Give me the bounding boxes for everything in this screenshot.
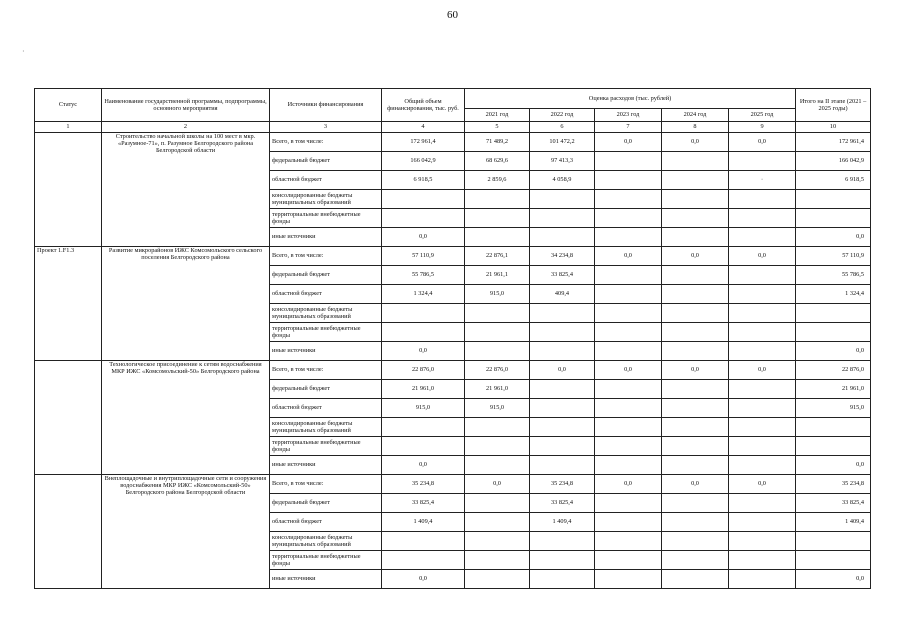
year-2023-cell	[595, 532, 662, 551]
total-cell: 0,0	[382, 456, 465, 475]
year-2025-cell	[729, 228, 796, 247]
funding-source-cell: областной бюджет	[270, 513, 382, 532]
year-2022-cell: 35 234,8	[530, 475, 595, 494]
funding-source-cell: федеральный бюджет	[270, 494, 382, 513]
header-estimate: Оценка расходов (тыс. рублей)	[465, 89, 796, 109]
funding-source-cell: федеральный бюджет	[270, 266, 382, 285]
year-2021-cell	[465, 323, 530, 342]
year-2023-cell: 0,0	[595, 361, 662, 380]
funding-source-cell: Всего, в том числе:	[270, 133, 382, 152]
stage-total-cell	[796, 323, 871, 342]
header-year-2023: 2023 год	[595, 109, 662, 122]
year-2025-cell	[729, 532, 796, 551]
year-2025-cell: 0,0	[729, 361, 796, 380]
funding-source-cell: иные источники	[270, 342, 382, 361]
year-2021-cell: 22 876,0	[465, 361, 530, 380]
stage-total-cell: 0,0	[796, 228, 871, 247]
year-2024-cell	[662, 323, 729, 342]
year-2021-cell	[465, 456, 530, 475]
column-number: 3	[270, 122, 382, 133]
year-2022-cell	[530, 399, 595, 418]
year-2021-cell	[465, 342, 530, 361]
column-number: 10	[796, 122, 871, 133]
year-2025-cell	[729, 570, 796, 589]
year-2021-cell: 71 489,2	[465, 133, 530, 152]
year-2023-cell	[595, 228, 662, 247]
column-number: 4	[382, 122, 465, 133]
funding-source-cell: иные источники	[270, 228, 382, 247]
year-2022-cell	[530, 228, 595, 247]
column-number: 1	[35, 122, 102, 133]
status-cell	[35, 133, 102, 247]
year-2025-cell	[729, 456, 796, 475]
header-sources: Источники финансирования	[270, 89, 382, 122]
stage-total-cell: 22 876,0	[796, 361, 871, 380]
year-2025-cell	[729, 342, 796, 361]
year-2021-cell	[465, 513, 530, 532]
year-2025-cell: 0,0	[729, 475, 796, 494]
funding-source-cell: территориальные внебюджетные фонды	[270, 323, 382, 342]
total-cell	[382, 323, 465, 342]
year-2025-cell	[729, 190, 796, 209]
table-row	[35, 361, 871, 380]
total-cell	[382, 190, 465, 209]
year-2021-cell: 22 876,1	[465, 247, 530, 266]
year-2022-cell	[530, 437, 595, 456]
total-cell: 172 961,4	[382, 133, 465, 152]
year-2021-cell	[465, 228, 530, 247]
year-2022-cell	[530, 532, 595, 551]
funding-source-cell: областной бюджет	[270, 171, 382, 190]
stage-total-cell: 1 324,4	[796, 285, 871, 304]
year-2023-cell	[595, 437, 662, 456]
stage-total-cell: 0,0	[796, 456, 871, 475]
year-2021-cell: 21 961,1	[465, 266, 530, 285]
year-2021-cell	[465, 418, 530, 437]
page-number: 60	[447, 9, 458, 21]
header-total: Общий объем финансирования, тыс. руб.	[382, 89, 465, 122]
year-2024-cell	[662, 399, 729, 418]
year-2022-cell	[530, 304, 595, 323]
stage-total-cell: 172 961,4	[796, 133, 871, 152]
year-2021-cell: 915,0	[465, 285, 530, 304]
year-2025-cell	[729, 551, 796, 570]
year-2025-cell	[729, 209, 796, 228]
year-2023-cell	[595, 323, 662, 342]
stage-total-cell	[796, 304, 871, 323]
year-2022-cell: 0,0	[530, 361, 595, 380]
year-2024-cell	[662, 456, 729, 475]
header-name: Наименование государственной программы, подпрограммы, основного мероприятия	[102, 89, 270, 122]
header-status: Статус	[35, 89, 102, 122]
year-2021-cell	[465, 551, 530, 570]
funding-source-cell: консолидированные бюджеты муниципальных образований	[270, 304, 382, 323]
year-2022-cell: 1 409,4	[530, 513, 595, 532]
funding-source-cell: федеральный бюджет	[270, 152, 382, 171]
year-2022-cell: 33 825,4	[530, 494, 595, 513]
header-year-2024: 2024 год	[662, 109, 729, 122]
year-2021-cell: 2 859,6	[465, 171, 530, 190]
stage-total-cell: 57 110,9	[796, 247, 871, 266]
year-2023-cell	[595, 304, 662, 323]
stage-total-cell: 166 042,9	[796, 152, 871, 171]
funding-source-cell: Всего, в том числе:	[270, 361, 382, 380]
total-cell: 915,0	[382, 399, 465, 418]
total-cell: 0,0	[382, 342, 465, 361]
year-2023-cell	[595, 209, 662, 228]
year-2024-cell: 0,0	[662, 247, 729, 266]
total-cell: 57 110,9	[382, 247, 465, 266]
year-2023-cell	[595, 190, 662, 209]
year-2021-cell	[465, 304, 530, 323]
year-2024-cell	[662, 418, 729, 437]
funding-source-cell: территориальные внебюджетные фонды	[270, 437, 382, 456]
stage-total-cell	[796, 190, 871, 209]
column-number: 9	[729, 122, 796, 133]
year-2025-cell	[729, 380, 796, 399]
funding-source-cell: Всего, в том числе:	[270, 475, 382, 494]
year-2024-cell	[662, 209, 729, 228]
column-number: 7	[595, 122, 662, 133]
year-2022-cell	[530, 380, 595, 399]
column-number: 6	[530, 122, 595, 133]
year-2023-cell	[595, 380, 662, 399]
total-cell	[382, 532, 465, 551]
total-cell: 166 042,9	[382, 152, 465, 171]
year-2021-cell	[465, 532, 530, 551]
funding-source-cell: территориальные внебюджетные фонды	[270, 551, 382, 570]
year-2024-cell	[662, 437, 729, 456]
year-2022-cell: 34 234,8	[530, 247, 595, 266]
year-2025-cell	[729, 323, 796, 342]
year-2022-cell: 33 825,4	[530, 266, 595, 285]
year-2022-cell: 101 472,2	[530, 133, 595, 152]
total-cell: 35 234,8	[382, 475, 465, 494]
stage-total-cell: 0,0	[796, 342, 871, 361]
year-2025-cell: 0,0	[729, 133, 796, 152]
year-2023-cell	[595, 399, 662, 418]
header-year-2021: 2021 год	[465, 109, 530, 122]
stage-total-cell: 1 409,4	[796, 513, 871, 532]
stage-total-cell: 35 234,8	[796, 475, 871, 494]
year-2024-cell	[662, 152, 729, 171]
total-cell	[382, 551, 465, 570]
year-2023-cell: 0,0	[595, 475, 662, 494]
stage-total-cell: 915,0	[796, 399, 871, 418]
year-2023-cell	[595, 266, 662, 285]
total-cell	[382, 209, 465, 228]
total-cell: 1 324,4	[382, 285, 465, 304]
year-2021-cell	[465, 437, 530, 456]
funding-source-cell: областной бюджет	[270, 399, 382, 418]
funding-source-cell: Всего, в том числе:	[270, 247, 382, 266]
year-2024-cell	[662, 228, 729, 247]
funding-source-cell: консолидированные бюджеты муниципальных образований	[270, 418, 382, 437]
year-2024-cell: 0,0	[662, 361, 729, 380]
year-2024-cell	[662, 171, 729, 190]
total-cell: 22 876,0	[382, 361, 465, 380]
status-cell	[35, 475, 102, 589]
stage-total-cell: 21 961,0	[796, 380, 871, 399]
program-name-cell: Технологическое присоединение к сетям водоснабжения МКР ИЖС «Комсомольский-50» Белгородского района	[102, 361, 270, 475]
table-row	[35, 475, 871, 494]
program-name-cell: Развитие микрорайонов ИЖС Комсомольского сельского поселения Белгородского района	[102, 247, 270, 361]
total-cell	[382, 304, 465, 323]
year-2022-cell: 97 413,3	[530, 152, 595, 171]
year-2024-cell: 0,0	[662, 475, 729, 494]
year-2022-cell: 409,4	[530, 285, 595, 304]
year-2023-cell	[595, 418, 662, 437]
year-2023-cell	[595, 285, 662, 304]
total-cell: 55 786,5	[382, 266, 465, 285]
year-2024-cell: 0,0	[662, 133, 729, 152]
funding-source-cell: иные источники	[270, 570, 382, 589]
year-2023-cell	[595, 456, 662, 475]
year-2022-cell	[530, 190, 595, 209]
header-year-2022: 2022 год	[530, 109, 595, 122]
year-2023-cell	[595, 551, 662, 570]
table-row	[35, 247, 871, 266]
stage-total-cell	[796, 418, 871, 437]
stage-total-cell	[796, 551, 871, 570]
year-2025-cell	[729, 513, 796, 532]
table-body	[35, 133, 871, 589]
year-2025-cell: ·	[729, 171, 796, 190]
year-2025-cell	[729, 418, 796, 437]
year-2022-cell	[530, 456, 595, 475]
year-2022-cell	[530, 570, 595, 589]
total-cell: 0,0	[382, 228, 465, 247]
year-2024-cell	[662, 285, 729, 304]
stage-total-cell: 0,0	[796, 570, 871, 589]
stage-total-cell: 6 918,5	[796, 171, 871, 190]
funding-source-cell: федеральный бюджет	[270, 380, 382, 399]
year-2023-cell	[595, 171, 662, 190]
year-2021-cell	[465, 190, 530, 209]
stage-total-cell	[796, 532, 871, 551]
year-2025-cell	[729, 266, 796, 285]
column-number-row	[35, 122, 871, 133]
status-cell	[35, 361, 102, 475]
budget-table	[34, 88, 871, 589]
year-2023-cell: 0,0	[595, 133, 662, 152]
year-2024-cell	[662, 304, 729, 323]
year-2021-cell: 21 961,0	[465, 380, 530, 399]
year-2022-cell	[530, 551, 595, 570]
year-2024-cell	[662, 551, 729, 570]
funding-source-cell: иные источники	[270, 456, 382, 475]
year-2024-cell	[662, 570, 729, 589]
stage-total-cell: 55 786,5	[796, 266, 871, 285]
column-number: 5	[465, 122, 530, 133]
year-2024-cell	[662, 513, 729, 532]
total-cell: 6 918,5	[382, 171, 465, 190]
status-cell: Проект 1.F1.3	[35, 247, 102, 361]
year-2021-cell	[465, 494, 530, 513]
total-cell: 1 409,4	[382, 513, 465, 532]
year-2023-cell	[595, 513, 662, 532]
funding-source-cell: областной бюджет	[270, 285, 382, 304]
year-2022-cell	[530, 209, 595, 228]
year-2023-cell	[595, 570, 662, 589]
column-number: 8	[662, 122, 729, 133]
year-2024-cell	[662, 266, 729, 285]
year-2025-cell	[729, 285, 796, 304]
year-2022-cell	[530, 342, 595, 361]
header-year-2025: 2025 год	[729, 109, 796, 122]
year-2024-cell	[662, 190, 729, 209]
year-2025-cell: 0,0	[729, 247, 796, 266]
year-2025-cell	[729, 152, 796, 171]
header-stage-total: Итого на II этапе (2021 – 2025 годы)	[796, 89, 871, 122]
total-cell: 0,0	[382, 570, 465, 589]
table-row	[35, 133, 871, 152]
year-2021-cell	[465, 570, 530, 589]
year-2022-cell	[530, 323, 595, 342]
stage-total-cell	[796, 437, 871, 456]
year-2021-cell: 68 629,6	[465, 152, 530, 171]
year-2023-cell	[595, 494, 662, 513]
year-2024-cell	[662, 494, 729, 513]
funding-source-cell: консолидированные бюджеты муниципальных образований	[270, 532, 382, 551]
year-2025-cell	[729, 399, 796, 418]
margin-mark: ·	[22, 47, 25, 56]
year-2022-cell: 4 058,9	[530, 171, 595, 190]
year-2024-cell	[662, 380, 729, 399]
year-2023-cell	[595, 342, 662, 361]
year-2025-cell	[729, 494, 796, 513]
funding-source-cell: консолидированные бюджеты муниципальных образований	[270, 190, 382, 209]
year-2021-cell: 0,0	[465, 475, 530, 494]
year-2023-cell	[595, 152, 662, 171]
year-2024-cell	[662, 342, 729, 361]
funding-source-cell: территориальные внебюджетные фонды	[270, 209, 382, 228]
year-2022-cell	[530, 418, 595, 437]
program-name-cell: Внеплощадочные и внутриплощадочные сети и сооружения водоснабжения МКР ИЖС «Комсомольский-50» Белгородского района Белгородской области	[102, 475, 270, 589]
stage-total-cell	[796, 209, 871, 228]
year-2025-cell	[729, 437, 796, 456]
total-cell	[382, 437, 465, 456]
total-cell: 21 961,0	[382, 380, 465, 399]
column-number: 2	[102, 122, 270, 133]
total-cell: 33 825,4	[382, 494, 465, 513]
year-2021-cell	[465, 209, 530, 228]
year-2024-cell	[662, 532, 729, 551]
year-2023-cell: 0,0	[595, 247, 662, 266]
year-2021-cell: 915,0	[465, 399, 530, 418]
table-header	[35, 89, 871, 133]
program-name-cell: Строительство начальной школы на 100 мест в мкр. «Разумное-71», п. Разумное Белгородского района Белгородской области	[102, 133, 270, 247]
stage-total-cell: 33 825,4	[796, 494, 871, 513]
year-2025-cell	[729, 304, 796, 323]
total-cell	[382, 418, 465, 437]
